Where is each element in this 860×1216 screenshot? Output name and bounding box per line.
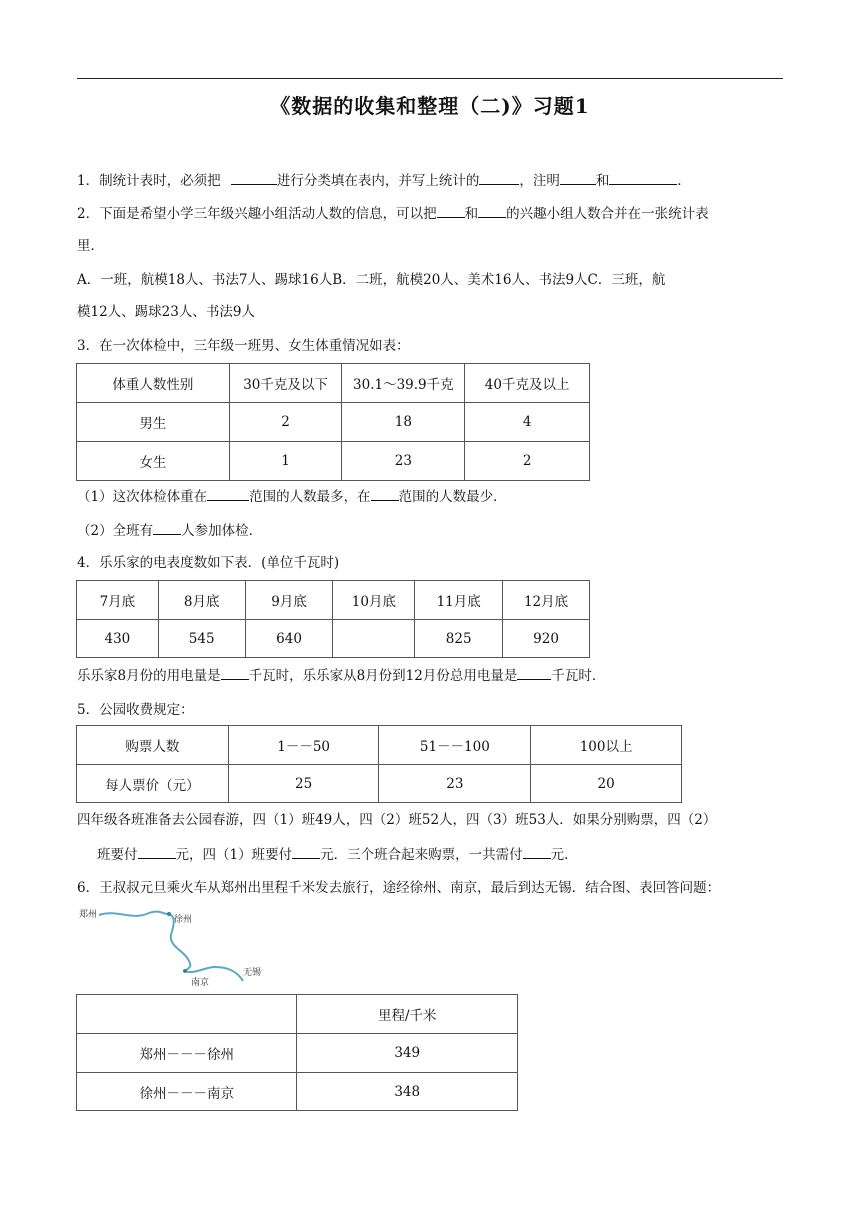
answer-blank[interactable] (560, 170, 596, 185)
table-cell: 8月底 (158, 581, 245, 620)
table-cell (77, 995, 297, 1034)
table-cell: 545 (158, 620, 245, 658)
q3-text: 范围的人数最多，在 (249, 489, 371, 505)
city-marker (167, 912, 171, 916)
table-cell: 12月底 (503, 581, 590, 620)
q3-text: （2）全班有 (77, 523, 154, 539)
table-cell: 25 (228, 765, 379, 803)
q1-text: 进行分类填在表内，并写上统计的 (276, 173, 480, 189)
answer-blank[interactable] (479, 170, 519, 185)
q2-text: 的兴趣小组人数合并在一张统计表 (506, 206, 709, 222)
meter-table (76, 580, 590, 658)
map-label-nanjing: 南京 (191, 978, 210, 987)
answer-blank[interactable] (231, 170, 277, 185)
q2-continuation: 里． (77, 238, 104, 254)
table-row (77, 364, 590, 403)
q4-text: 千瓦时，乐乐家从8月份到12月份总用电量是 (248, 668, 518, 684)
answer-blank[interactable] (207, 486, 249, 501)
q4-text: 乐乐家8月份的用电量是 (77, 668, 221, 684)
weight-table (76, 363, 590, 481)
q3-intro: 3．在一次体检中，三年级一班男、女生体重情况如表： (77, 338, 410, 354)
table-cell: 9月底 (245, 581, 333, 620)
q1-text: 和 (595, 173, 610, 189)
table-cell: 4 (465, 403, 590, 442)
answer-blank[interactable] (292, 844, 320, 859)
table-cell: 2 (465, 442, 590, 481)
table-cell: 11月底 (415, 581, 503, 620)
table-cell: 徐州－－－南京 (77, 1073, 297, 1111)
route-map (77, 905, 287, 987)
table-cell: 23 (342, 442, 465, 481)
answer-blank[interactable] (478, 203, 506, 218)
table-cell: 郑州－－－徐州 (77, 1034, 297, 1073)
q3-text: 人参加体检． (181, 523, 263, 539)
table-row (77, 726, 682, 765)
answer-blank[interactable] (153, 520, 181, 535)
answer-blank[interactable] (609, 170, 677, 185)
table-cell: 920 (503, 620, 590, 658)
map-label-xuzhou: 徐州 (174, 915, 193, 925)
table-cell: 7月底 (77, 581, 159, 620)
q1-text: ． (677, 173, 691, 189)
q5-intro: 5．公园收费规定： (77, 702, 194, 718)
answer-blank[interactable] (523, 844, 551, 859)
q3-sub-2 (77, 520, 262, 541)
table-cell: 30.1～39.9千克 (342, 364, 465, 403)
q4-text: 千瓦时． (551, 668, 606, 684)
table-cell: 348 (297, 1073, 518, 1111)
table-cell: 每人票价（元） (77, 765, 229, 803)
table-cell: 640 (245, 620, 333, 658)
table-row (77, 620, 590, 658)
table-cell: 体重人数性别 (77, 364, 230, 403)
map-label-zhengzhou: 郑州 (79, 910, 98, 920)
table-row (77, 1073, 518, 1111)
table-cell: 女生 (77, 442, 230, 481)
table-cell: 51－－100 (379, 726, 531, 765)
answer-blank[interactable] (138, 844, 176, 859)
table-cell: 30千克及以下 (229, 364, 342, 403)
q2-text: 2．下面是希望小学三年级兴趣小组活动人数的信息，可以把 (77, 206, 437, 222)
q5-text: 元，四（1）班要付 (175, 847, 293, 863)
table-cell: 里程/千米 (297, 995, 518, 1034)
table-cell: 18 (342, 403, 465, 442)
header-rule (77, 78, 783, 79)
q2-options: A．一班，航模18人、书法7人、踢球16人B．二班，航模20人、美术16人、书法9人C．三班，航 (77, 272, 666, 288)
route-line (99, 912, 243, 981)
table-cell: 2 (229, 403, 342, 442)
question-2 (77, 203, 709, 224)
table-cell: 40千克及以上 (465, 364, 590, 403)
table-cell: 100以上 (531, 726, 682, 765)
q5-text: 元． (550, 847, 578, 863)
q2-text: 和 (464, 206, 479, 222)
table-cell: 20 (531, 765, 682, 803)
table-row (77, 765, 682, 803)
q5-question (97, 844, 578, 865)
q2-options: 模12人、踢球23人、书法9人 (77, 304, 255, 320)
city-marker (183, 969, 187, 973)
table-cell-empty[interactable] (333, 620, 415, 658)
q5-text: 元．三个班合起来购票，一共需付 (320, 847, 523, 863)
table-cell: 10月底 (333, 581, 415, 620)
page-title: 《数据的收集和整理（二)》习题1 (270, 94, 590, 118)
table-row (77, 442, 590, 481)
table-row (77, 403, 590, 442)
q3-text: 范围的人数最少． (398, 489, 507, 505)
table-cell: 男生 (77, 403, 230, 442)
q6-intro: 6．王叔叔元旦乘火车从郑州出里程千米发去旅行，途经徐州、南京，最后到达无锡．结合图、表回答问题： (77, 880, 721, 896)
table-cell: 1－－50 (228, 726, 379, 765)
q4-question (77, 665, 605, 686)
table-cell: 23 (379, 765, 531, 803)
map-label-wuxi: 无锡 (243, 968, 262, 978)
table-cell: 825 (415, 620, 503, 658)
answer-blank[interactable] (221, 665, 249, 680)
table-cell: 430 (77, 620, 159, 658)
q3-sub-1 (77, 486, 507, 507)
table-cell: 1 (229, 442, 342, 481)
q4-intro: 4．乐乐家的电表度数如下表．(单位千瓦时) (77, 555, 340, 571)
answer-blank[interactable] (371, 486, 399, 501)
table-row (77, 581, 590, 620)
answer-blank[interactable] (437, 203, 465, 218)
q1-text: 1．制统计表时，必须把 (77, 173, 221, 189)
q1-text: ，注明 (519, 173, 560, 189)
q5-text: 班要付 (97, 847, 138, 863)
ticket-table (76, 725, 682, 803)
table-row (77, 995, 518, 1034)
question-1 (77, 170, 691, 191)
table-cell: 购票人数 (77, 726, 229, 765)
table-cell: 349 (297, 1034, 518, 1073)
q5-paragraph: 四年级各班准备去公园春游，四（1）班49人，四（2）班52人，四（3）班53人．如果分别购票，四（2） (77, 812, 717, 828)
q3-text: （1）这次体检体重在 (77, 489, 208, 505)
table-row (77, 1034, 518, 1073)
answer-blank[interactable] (517, 665, 551, 680)
distance-table (76, 994, 518, 1111)
